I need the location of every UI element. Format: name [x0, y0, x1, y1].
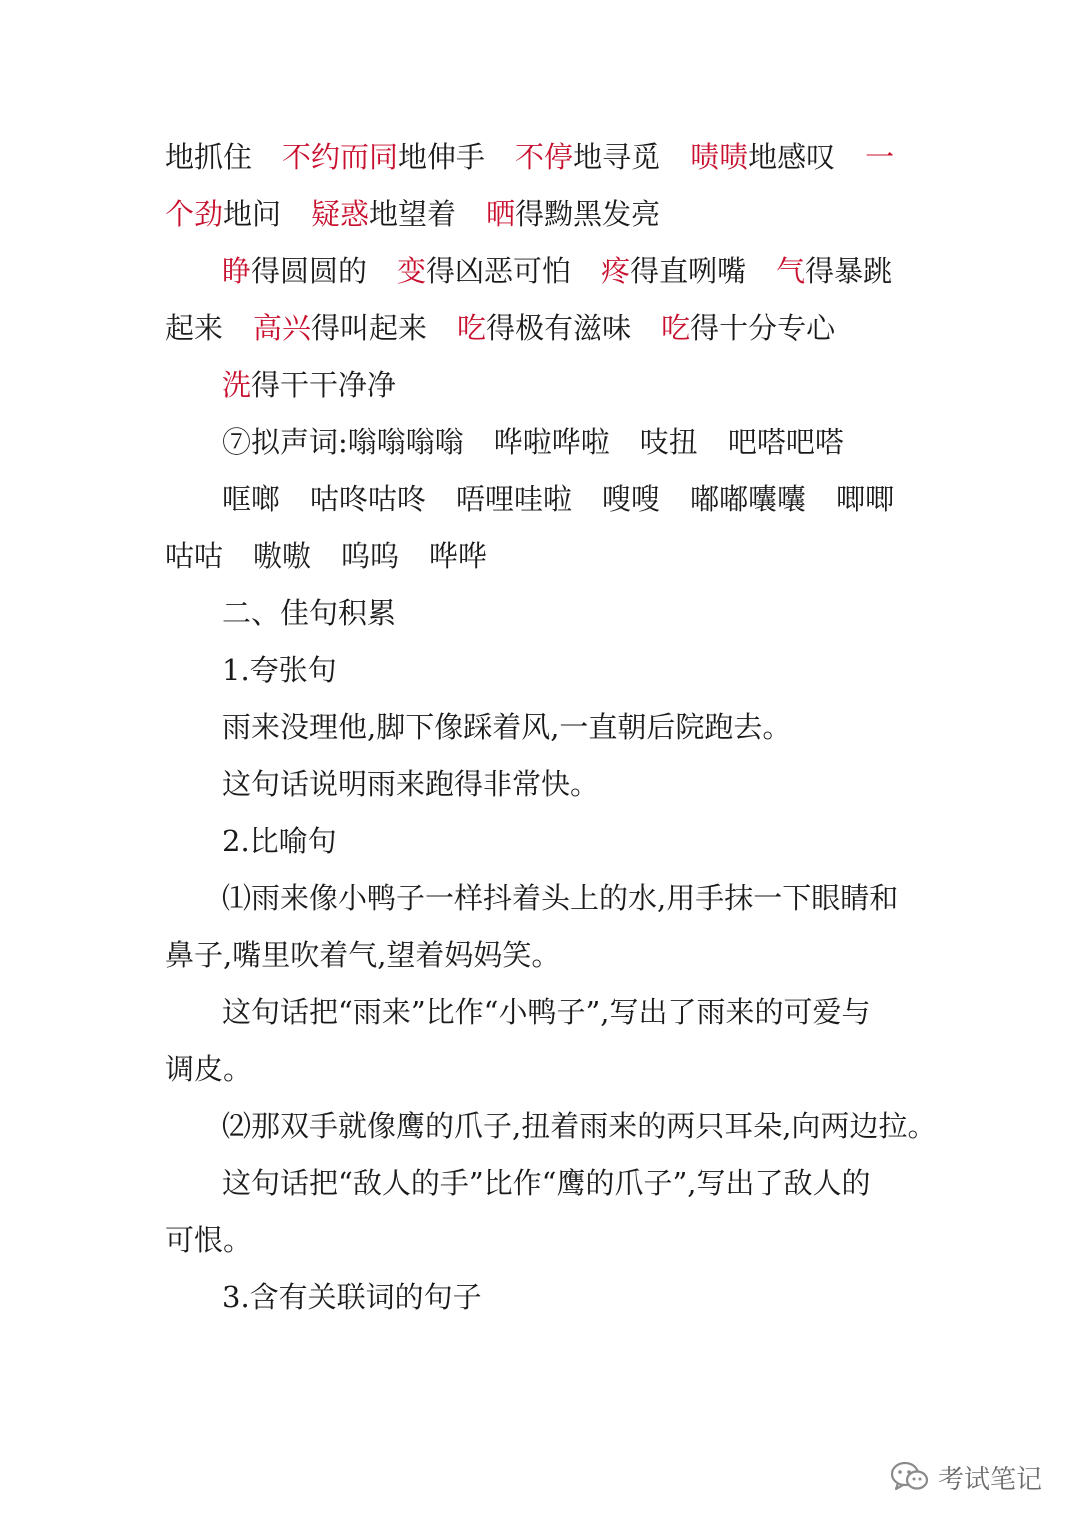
text-segment: 这句话说明雨来跑得非常快。 [222, 767, 600, 801]
text-segment: 哗啦哗啦 [493, 425, 610, 459]
highlighted-word: 吃 [661, 311, 691, 345]
highlighted-word: 洗 [222, 368, 252, 402]
text-line [0, 816, 1080, 866]
text-segment: 鼻子,嘴里吹着气,望着妈妈笑。 [165, 938, 561, 972]
text-line [0, 1158, 1080, 1208]
text-line [0, 930, 1080, 980]
highlighted-word: 不约而同 [282, 140, 399, 174]
text-segment: 起来 [165, 311, 224, 345]
highlighted-word: 疑惑 [311, 197, 370, 231]
text-segment: 调皮。 [165, 1052, 253, 1086]
text-line [0, 759, 1080, 809]
text-segment: 得叫起来 [311, 311, 428, 345]
text-segment: 2.比喻句 [222, 824, 337, 858]
text-segment: 得凶恶可怕 [426, 254, 572, 288]
highlighted-word: 吃 [457, 311, 487, 345]
text-segment: 咕咚咕咚 [310, 482, 427, 516]
text-segment: 吧嗒吧嗒 [727, 425, 844, 459]
text-segment: 地望着 [369, 197, 457, 231]
text-segment: 得圆圆的 [251, 254, 368, 288]
highlighted-word: 晒 [486, 197, 516, 231]
text-segment: 得黝黑发亮 [515, 197, 661, 231]
text-segment: 地抓住 [165, 140, 253, 174]
highlighted-word: 一 [865, 140, 895, 174]
watermark-text: 考试笔记 [938, 1464, 1043, 1495]
text-segment: 得暴跳 [805, 254, 893, 288]
text-line [0, 303, 1080, 353]
highlighted-word: 啧啧 [690, 140, 749, 174]
text-line [0, 873, 1080, 923]
text-line [0, 417, 1080, 467]
text-line [0, 1215, 1080, 1265]
text-segment: 得极有滋味 [486, 311, 632, 345]
text-segment: 地寻觅 [573, 140, 661, 174]
text-segment: ⑦拟声词:嗡嗡嗡嗡 [222, 425, 464, 459]
text-line [0, 189, 1080, 239]
text-line [0, 987, 1080, 1037]
text-line [0, 1101, 1080, 1151]
text-segment: 哐啷 [222, 482, 281, 516]
highlighted-word: 疼 [601, 254, 631, 288]
text-segment: 1.夸张句 [222, 653, 337, 687]
text-segment: 得十分专心 [690, 311, 836, 345]
text-segment: 吱扭 [639, 425, 698, 459]
highlighted-word: 个劲 [165, 197, 224, 231]
text-line [0, 531, 1080, 581]
watermark [890, 1455, 1042, 1499]
highlighted-word: 变 [397, 254, 427, 288]
text-segment: 嘟嘟囔囔 [690, 482, 807, 516]
text-segment: 地伸手 [398, 140, 486, 174]
text-line [0, 702, 1080, 752]
text-line [0, 645, 1080, 695]
text-line [0, 132, 1080, 182]
text-line [0, 246, 1080, 296]
text-segment: 这句话把“敌人的手”比作“鹰的爪子”,写出了敌人的 [222, 1166, 871, 1200]
text-segment: 嗖嗖 [602, 482, 661, 516]
text-segment: 呜呜 [341, 539, 400, 573]
text-segment: 哗哗 [429, 539, 488, 573]
text-segment: 二、佳句积累 [222, 596, 397, 630]
text-line [0, 1044, 1080, 1094]
text-line [0, 474, 1080, 524]
highlighted-word: 气 [776, 254, 806, 288]
wechat-icon [890, 1460, 930, 1494]
text-segment: 雨来没理他,脚下像踩着风,一直朝后院跑去。 [222, 710, 792, 744]
highlighted-word: 高兴 [253, 311, 312, 345]
text-segment: 唧唧 [836, 482, 895, 516]
highlighted-word: 睁 [222, 254, 252, 288]
text-segment: 3.含有关联词的句子 [222, 1280, 482, 1314]
text-segment: 这句话把“雨来”比作“小鸭子”,写出了雨来的可爱与 [222, 995, 871, 1029]
text-line [0, 588, 1080, 638]
text-segment: 地问 [223, 197, 282, 231]
text-segment: 得直咧嘴 [630, 254, 747, 288]
text-segment: 咕咕 [165, 539, 224, 573]
text-segment: 唔哩哇啦 [456, 482, 573, 516]
highlighted-word: 不停 [515, 140, 574, 174]
text-segment: ⑵那双手就像鹰的爪子,扭着雨来的两只耳朵,向两边拉。 [222, 1109, 937, 1143]
text-segment: ⑴雨来像小鸭子一样抖着头上的水,用手抹一下眼睛和 [222, 881, 899, 915]
text-line [0, 1272, 1080, 1322]
text-line [0, 360, 1080, 410]
text-segment: 地感叹 [748, 140, 836, 174]
text-segment: 得干干净净 [251, 368, 397, 402]
text-segment: 可恨。 [165, 1223, 253, 1257]
text-segment: 嗷嗷 [253, 539, 312, 573]
